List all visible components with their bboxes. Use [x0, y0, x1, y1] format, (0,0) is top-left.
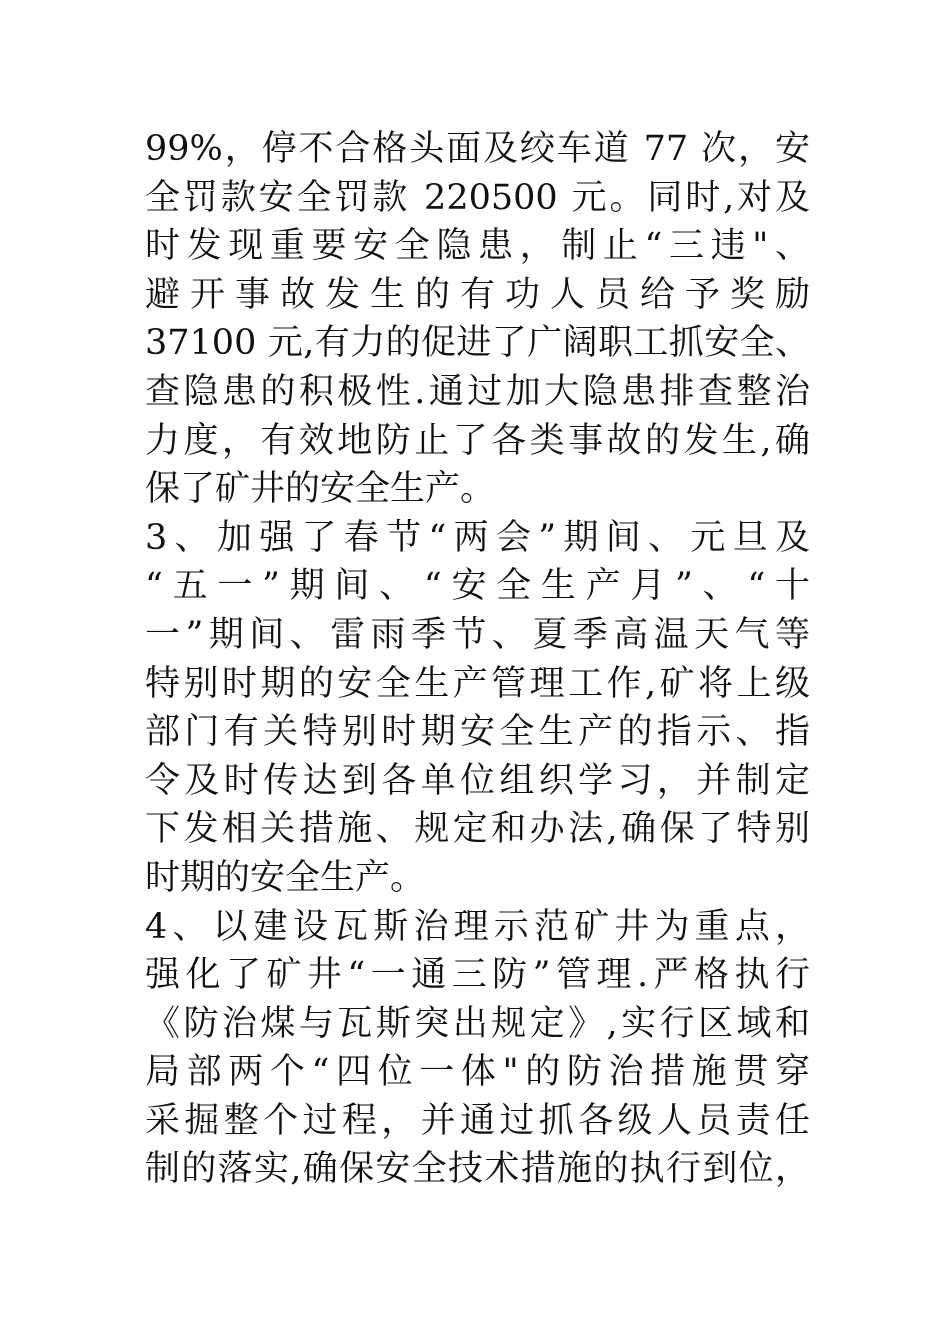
text-line: 时期的安全生产。: [145, 857, 426, 898]
text-line: 保了矿井的安全生产。: [145, 469, 496, 510]
text-line: 部门有关特别时期安全生产的指示、指: [145, 712, 810, 753]
text-line: 99%，停不合格头面及绞车道 77 次，安: [145, 129, 810, 169]
text-line: 下发相关措施、规定和办法,确保了特别: [145, 809, 810, 850]
text-line: 全罚款安全罚款 220500 元。同时,对及: [145, 177, 810, 218]
text-line: 一”期间、雷雨季节、夏季高温天气等: [145, 614, 810, 655]
text-line: 力度，有效地防止了各类事故的发生,确: [145, 420, 810, 461]
text-line: “五一”期间、“安全生产月”、“十: [145, 566, 810, 607]
text-line: 令及时传达到各单位组织学习，并制定: [145, 760, 810, 801]
text-line: 避开事故发生的有功人员给予奖励: [145, 274, 810, 315]
text-line: 采掘整个过程，并通过抓各级人员责任: [145, 1100, 810, 1141]
text-line: 4、以建设瓦斯治理示范矿井为重点，: [145, 906, 810, 947]
text-line: 查隐患的积极性.通过加大隐患排查整治: [145, 371, 810, 412]
text-line: 强化了矿井“一通三防”管理.严格执行: [145, 955, 810, 996]
text-line: 时发现重要安全隐患，制止“三违"、: [145, 226, 810, 267]
text-line: 《防治煤与瓦斯突出规定》,实行区域和: [145, 1003, 810, 1044]
text-line: 3、加强了春节“两会”期间、元旦及: [145, 517, 810, 558]
text-line: 37100 元,有力的促进了广阔职工抓安全、: [145, 323, 810, 364]
text-line: 特别时期的安全生产管理工作,矿将上级: [145, 663, 810, 704]
text-line: 局部两个“四位一体"的防治措施贯穿: [145, 1052, 810, 1093]
text-line: 制的落实,确保安全技术措施的执行到位，: [145, 1149, 810, 1190]
document-body: [145, 125, 810, 1194]
